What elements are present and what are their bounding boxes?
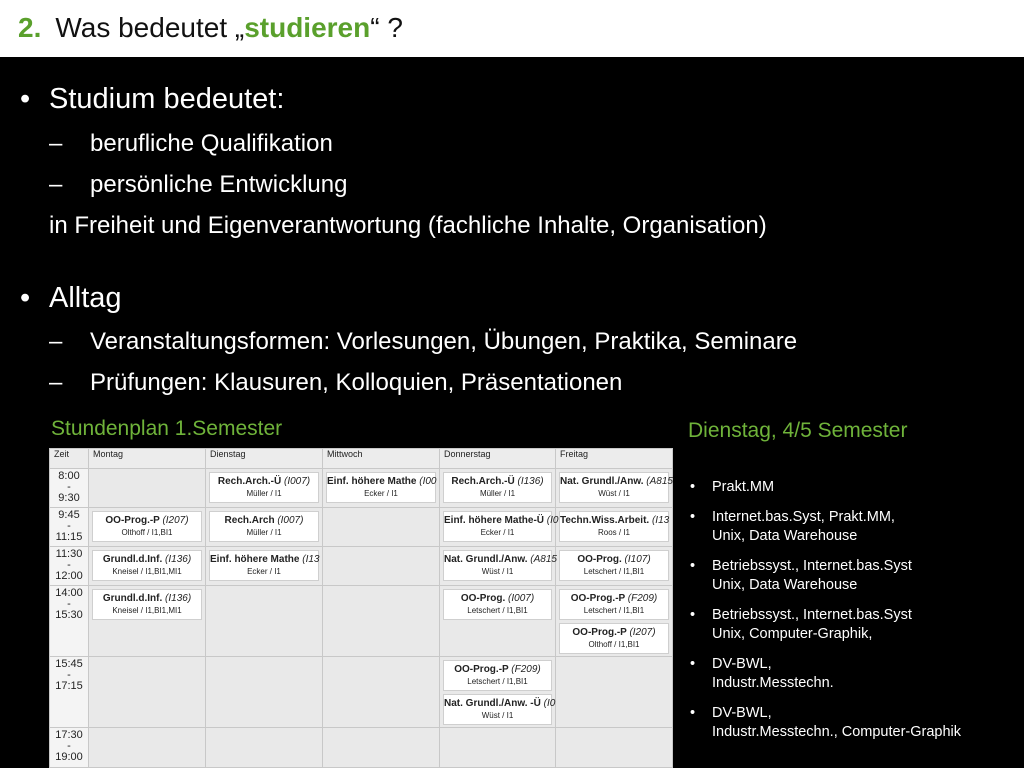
time-label: 15:30	[55, 609, 83, 621]
course-entry[interactable]	[443, 511, 559, 542]
timetable-cell	[89, 586, 206, 657]
timetable-header-cell: Zeit	[50, 449, 89, 469]
time-cell	[50, 586, 89, 657]
list-item-line: Industr.Messtechn., Computer-Graphik	[712, 724, 962, 740]
timetable-cell	[206, 547, 323, 586]
course-lecturer: Kneisel / I1,BI1,MI1	[112, 567, 182, 576]
course-title: Einf. höhere Mathe	[327, 476, 417, 487]
timetable-cell	[89, 547, 206, 586]
time-cell	[50, 657, 89, 728]
course-lecturer: Letschert / I1,BI1	[467, 677, 528, 686]
timetable-cell	[89, 469, 206, 508]
course-title: Rech.Arch	[224, 515, 275, 526]
course-lecturer: Roos / I1	[597, 528, 630, 537]
list-item-line: Betriebssyst., Internet.bas.Syst	[712, 558, 912, 574]
timetable-header-cell: Dienstag	[206, 449, 323, 469]
course-title: OO-Prog.	[460, 593, 506, 604]
course-entry[interactable]	[443, 550, 557, 581]
course-lecturer: Olthoff / I1,BI1	[121, 528, 173, 537]
course-title: Grundl.d.Inf.	[102, 593, 163, 604]
course-title: OO-Prog.-P	[570, 593, 626, 604]
time-label: -	[67, 559, 71, 571]
list-item-line: DV-BWL,	[712, 705, 772, 721]
timetable-row	[50, 547, 673, 586]
course-room: (I207)	[629, 627, 656, 638]
course-lecturer: Ecker / I1	[480, 528, 515, 537]
list-item-line: Unix, Data Warehouse	[712, 528, 858, 544]
course-entry[interactable]	[443, 589, 552, 620]
course-room: (F209)	[511, 664, 541, 675]
course-lecturer: Ecker / I1	[364, 489, 398, 498]
timetable-cell	[556, 508, 673, 547]
course-title: Techn.Wiss.Arbeit.	[560, 515, 650, 526]
timetable-header-cell: Mittwoch	[323, 449, 440, 469]
list-item-line: Prakt.MM	[712, 479, 775, 495]
course-room: (I107)	[624, 554, 651, 565]
dash-marker: –	[49, 369, 63, 396]
course-entry[interactable]	[209, 511, 319, 542]
timetable-cell	[206, 728, 323, 768]
course-title: OO-Prog.-P	[105, 515, 160, 526]
course-room: (I136)	[165, 593, 192, 604]
time-label: -	[67, 740, 71, 752]
course-entry[interactable]	[559, 472, 673, 503]
bullet-marker: •	[20, 282, 31, 314]
timetable-row	[50, 508, 673, 547]
course-room: (A815	[646, 476, 673, 487]
time-label: 17:15	[55, 680, 83, 692]
title-highlight: studieren	[244, 12, 371, 43]
course-title: Rech.Arch.-Ü	[451, 476, 515, 487]
course-lecturer: Müller / I1	[479, 489, 516, 498]
timetable	[49, 448, 673, 763]
time-label: 11:30	[55, 548, 83, 560]
course-title: Rech.Arch.-Ü	[217, 476, 282, 487]
dash-marker: –	[49, 328, 63, 355]
timetable-row	[50, 657, 673, 728]
course-room: (I0	[543, 698, 556, 709]
time-label: -	[67, 520, 71, 532]
tuesday-list-item	[690, 557, 1020, 595]
bullet-marker: •	[690, 656, 696, 672]
time-label: 11:15	[55, 531, 83, 543]
timetable-cell	[206, 508, 323, 547]
bullet-marker: •	[690, 509, 696, 525]
course-room: (I13	[651, 515, 670, 526]
timetable-cell	[323, 508, 440, 547]
bullet-marker: •	[20, 83, 31, 115]
course-room: (I0	[546, 515, 559, 526]
timetable-cell	[440, 657, 556, 728]
course-title: Einf. höhere Mathe	[210, 554, 300, 565]
course-entry[interactable]	[92, 589, 202, 620]
time-label: 15:45	[55, 658, 83, 670]
timetable-cell	[323, 547, 440, 586]
tuesday-list-item	[690, 478, 1020, 497]
course-entry[interactable]	[443, 694, 556, 725]
time-label: 19:00	[55, 751, 83, 763]
time-cell	[50, 469, 89, 508]
slide-number: 2.	[18, 12, 42, 43]
tuesday-list-item	[690, 655, 1020, 693]
timetable-header-cell: Freitag	[556, 449, 673, 469]
bullet-marker: •	[690, 607, 696, 623]
course-room: (I007)	[277, 515, 304, 526]
timetable-header-row	[50, 449, 673, 469]
tuesday-list-item	[690, 704, 1020, 742]
section1-item: berufliche Qualifikation	[90, 130, 333, 157]
timetable-cell	[323, 728, 440, 768]
course-entry[interactable]	[559, 589, 669, 620]
time-label: 8:00	[58, 470, 80, 482]
tuesday-caption: Dienstag, 4/5 Semester	[688, 419, 908, 442]
slide-title	[18, 12, 403, 44]
timetable-cell	[89, 508, 206, 547]
course-room: (I007)	[508, 593, 535, 604]
bullet-marker: •	[690, 479, 696, 495]
timetable-cell	[556, 469, 673, 508]
course-room: (I00	[419, 476, 437, 487]
course-entry[interactable]	[209, 550, 319, 581]
timetable-cell	[440, 469, 556, 508]
timetable-cell	[440, 586, 556, 657]
title-prefix: Was bedeutet „	[55, 12, 245, 43]
section1-item: persönliche Entwicklung	[90, 171, 348, 198]
time-label: 9:30	[58, 492, 80, 504]
course-room: (I136)	[517, 476, 544, 487]
course-lecturer: Müller / I1	[246, 489, 282, 498]
course-room: (I007)	[284, 476, 311, 487]
course-entry[interactable]	[92, 511, 202, 542]
timetable-cell	[89, 728, 206, 768]
time-label: -	[67, 598, 71, 610]
course-title: OO-Prog.-P	[572, 627, 627, 638]
course-entry[interactable]	[209, 472, 319, 503]
time-cell	[50, 508, 89, 547]
timetable-cell	[556, 586, 673, 657]
course-lecturer: Letschert / I1,BI1	[583, 567, 645, 576]
course-lecturer: Wüst / I1	[598, 489, 630, 498]
course-title: OO-Prog.-P	[454, 664, 509, 675]
list-item-line: DV-BWL,	[712, 656, 772, 672]
course-entry[interactable]	[559, 550, 669, 581]
course-entry[interactable]	[443, 472, 552, 503]
course-room: (F209)	[627, 593, 658, 604]
course-title: OO-Prog.	[577, 554, 622, 565]
section1-heading: Studium bedeutet:	[49, 83, 285, 115]
course-lecturer: Wüst / I1	[481, 711, 514, 720]
list-item-line: Unix, Computer-Graphik,	[712, 626, 873, 642]
section1-note: in Freiheit und Eigenverantwortung (fachliche Inhalte, Organisation)	[49, 212, 767, 239]
course-lecturer: Letschert / I1,BI1	[467, 606, 528, 615]
course-entry[interactable]	[326, 472, 436, 503]
section2-heading: Alltag	[49, 282, 122, 314]
list-item-line: Industr.Messtechn.	[712, 675, 834, 691]
course-title: Nat. Grundl./Anw.	[560, 476, 644, 487]
course-room: (I13	[302, 554, 320, 565]
tuesday-list	[690, 478, 1020, 753]
time-cell	[50, 547, 89, 586]
timetable-cell	[89, 657, 206, 728]
course-entry[interactable]	[559, 623, 669, 654]
tuesday-list-item	[690, 508, 1020, 546]
tuesday-list-item	[690, 606, 1020, 644]
timetable-cell	[556, 728, 673, 768]
section2-item: Veranstaltungsformen: Vorlesungen, Übungen, Praktika, Seminare	[90, 328, 798, 355]
course-room: (I136)	[165, 554, 192, 565]
timetable-grid	[49, 448, 673, 768]
timetable-cell	[323, 657, 440, 728]
timetable-header-cell: Montag	[89, 449, 206, 469]
timetable-cell	[440, 508, 559, 547]
course-title: Nat. Grundl./Anw. -Ü	[444, 698, 541, 709]
course-lecturer: Wüst / I1	[481, 567, 514, 576]
bullet-marker: •	[690, 558, 696, 574]
time-label: 9:45	[58, 509, 80, 521]
timetable-row	[50, 469, 673, 508]
bullet-marker: •	[690, 705, 696, 721]
list-item-line: Internet.bas.Syst, Prakt.MM,	[712, 509, 895, 525]
course-entry[interactable]	[92, 550, 202, 581]
time-label: -	[67, 669, 71, 681]
course-lecturer: Kneisel / I1,BI1,MI1	[112, 606, 182, 615]
timetable-cell	[556, 657, 673, 728]
course-entry[interactable]	[559, 511, 669, 542]
course-room: (I207)	[162, 515, 189, 526]
dash-marker: –	[49, 171, 63, 198]
timetable-caption: Stundenplan 1.Semester	[51, 417, 283, 440]
dash-marker: –	[49, 130, 63, 157]
timetable-row	[50, 728, 673, 768]
list-item-line: Betriebssyst., Internet.bas.Syst	[712, 607, 912, 623]
timetable-cell	[440, 728, 556, 768]
course-lecturer: Letschert / I1,BI1	[583, 606, 645, 615]
time-label: -	[67, 481, 71, 493]
course-lecturer: Ecker / I1	[247, 567, 281, 576]
timetable-row	[50, 586, 673, 657]
timetable-cell	[323, 469, 440, 508]
course-room: (A815	[530, 554, 557, 565]
course-lecturer: Olthoff / I1,BI1	[588, 640, 640, 649]
course-title: Grundl.d.Inf.	[102, 554, 163, 565]
timetable-cell	[323, 586, 440, 657]
time-label: 14:00	[55, 587, 83, 599]
timetable-cell	[206, 657, 323, 728]
course-title: Nat. Grundl./Anw.	[444, 554, 528, 565]
time-label: 12:00	[55, 570, 83, 582]
list-item-line: Unix, Data Warehouse	[712, 577, 858, 593]
timetable-cell	[440, 547, 556, 586]
time-label: 17:30	[55, 729, 83, 741]
timetable-cell	[206, 469, 323, 508]
section2-item: Prüfungen: Klausuren, Kolloquien, Präsentationen	[90, 369, 623, 396]
timetable-cell	[556, 547, 673, 586]
course-title: Einf. höhere Mathe-Ü	[444, 515, 545, 526]
title-bar	[0, 0, 1024, 57]
timetable-header-cell: Donnerstag	[440, 449, 556, 469]
course-entry[interactable]	[443, 660, 552, 691]
time-cell	[50, 728, 89, 768]
timetable-cell	[206, 586, 323, 657]
title-suffix: “ ?	[370, 12, 403, 43]
course-lecturer: Müller / I1	[246, 528, 282, 537]
